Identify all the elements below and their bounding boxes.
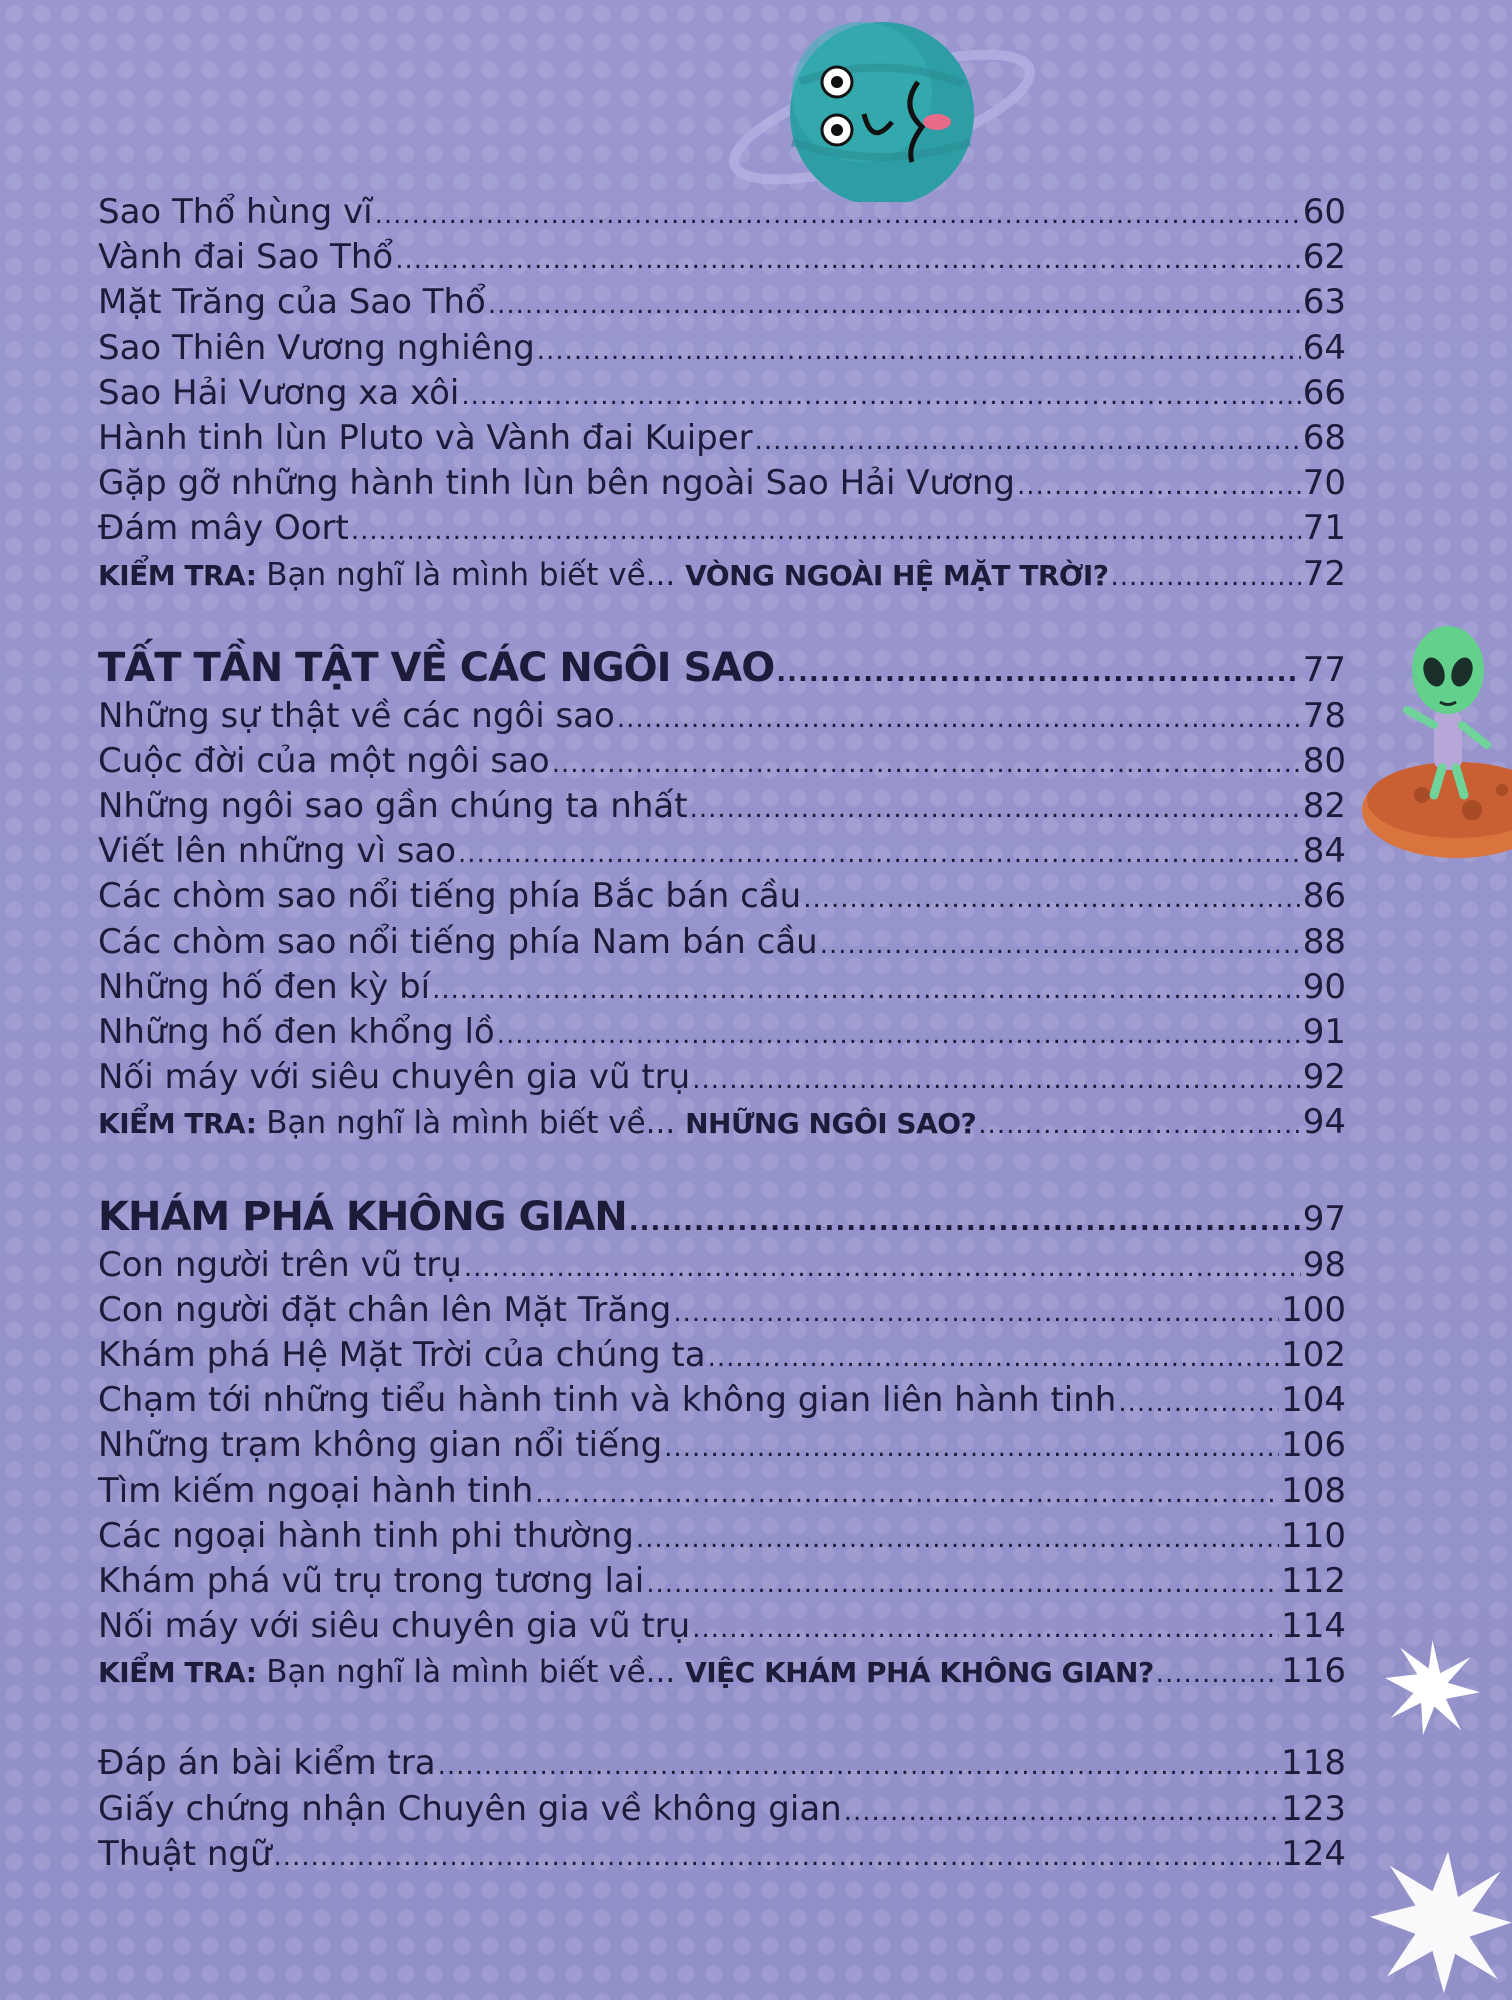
toc-entry[interactable] [98,1333,1346,1378]
section-heading[interactable] [98,642,1346,694]
entry-title: Nối máy với siêu chuyên gia vũ trụ [98,1606,691,1647]
toc-entry[interactable] [98,694,1346,739]
toc-entry[interactable] [98,1787,1346,1832]
entry-title: Nối máy với siêu chuyên gia vũ trụ [98,1057,691,1098]
page-number: 86 [1302,876,1346,917]
dot-leader [432,968,1301,1013]
page-number: 106 [1281,1425,1346,1466]
page-number: 116 [1281,1651,1346,1692]
dot-leader [636,1517,1279,1562]
toc-entry[interactable] [98,1378,1346,1423]
toc-section [98,1191,1346,1695]
page-number: 62 [1302,237,1346,278]
dot-leader [708,1336,1280,1381]
page-number: 82 [1302,786,1346,827]
toc-entry[interactable] [98,1514,1346,1559]
page-number: 66 [1302,372,1346,413]
entry-title: Sao Hải Vương xa xôi [98,372,460,413]
entry-title: Hành tinh lùn Pluto và Vành đai Kuiper [98,417,753,458]
toc-entry[interactable] [98,326,1346,371]
entry-title: Cuộc đời của một ngôi sao [98,740,550,781]
entry-title: Con người trên vũ trụ [98,1244,462,1285]
dot-leader [617,697,1301,742]
toc-entry[interactable] [98,461,1346,506]
entry-title: Những hố đen kỳ bí [98,966,431,1007]
dot-leader [776,647,1300,699]
toc-entry[interactable] [98,874,1346,919]
entry-title: Vành đai Sao Thổ [98,237,394,278]
dot-leader [803,877,1301,922]
dot-leader [552,742,1301,787]
dot-leader [274,1835,1280,1880]
dot-leader [351,509,1301,554]
dot-leader [844,1790,1279,1835]
entry-title: Các chòm sao nổi tiếng phía Bắc bán cầu [98,876,802,917]
entry-title: Sao Thổ hùng vĩ [98,192,373,232]
dot-leader [978,1103,1300,1148]
page-number: 108 [1281,1470,1346,1511]
toc-entry[interactable] [98,506,1346,551]
entry-title: Giấy chứng nhận Chuyên gia về không gian [98,1788,842,1829]
table-of-contents [98,190,1346,1877]
alien-illustration [1362,610,1512,860]
dot-leader [537,329,1301,374]
quiz-text: Bạn nghĩ là mình biết về... [256,556,686,593]
dot-leader [692,1607,1279,1652]
dot-leader [820,923,1301,968]
entry-title: Chạm tới những tiểu hành tinh và không gian liên hành tinh [98,1380,1117,1421]
entry-title: Khám phá Hệ Mặt Trời của chúng ta [98,1334,706,1375]
dot-leader [488,283,1301,328]
toc-entry[interactable] [98,1559,1346,1604]
toc-entry[interactable] [98,1741,1346,1786]
section-spacer [98,597,1346,642]
page-number: 124 [1281,1833,1346,1874]
toc-entry[interactable] [98,965,1346,1010]
dot-leader [692,1058,1301,1103]
dot-leader [629,1196,1301,1248]
entry-title: Thuật ngữ [98,1833,272,1874]
toc-entry[interactable] [98,1604,1346,1649]
toc-entry[interactable] [98,1243,1346,1288]
entry-title: Gặp gỡ những hành tinh lùn bên ngoài Sao Hải Vương [98,463,1015,504]
toc-entry[interactable] [98,920,1346,965]
page-number: 97 [1302,1198,1346,1239]
toc-entry[interactable] [98,784,1346,829]
entry-title: Những hố đen khổng lồ [98,1012,495,1052]
page-number: 110 [1281,1515,1346,1556]
dot-leader [673,1291,1279,1336]
toc-entry[interactable] [98,371,1346,416]
page-number: 68 [1302,417,1346,458]
toc-entry[interactable] [98,1423,1346,1468]
dot-leader [1156,1652,1279,1697]
page-number: 63 [1302,282,1346,323]
page-number: 60 [1302,192,1346,232]
toc-entry[interactable] [98,235,1346,280]
toc-entry[interactable] [98,1832,1346,1877]
quiz-text: Bạn nghĩ là mình biết về... [256,1654,686,1691]
page-number: 123 [1281,1788,1346,1829]
entry-title: Sao Thiên Vương nghiêng [98,327,535,368]
quiz-entry[interactable] [98,1649,1346,1694]
toc-section [98,190,1346,597]
entry-title: Các ngoại hành tinh phi thường [98,1515,634,1556]
toc-entry[interactable] [98,280,1346,325]
page-number: 80 [1302,740,1346,781]
quiz-text: Bạn nghĩ là mình biết về... [256,1105,686,1142]
quiz-label: KIỂM TRA: [98,1107,257,1141]
entry-title: Đáp án bài kiểm tra [98,1743,436,1784]
entry-title [98,1100,976,1146]
section-heading[interactable] [98,1191,1346,1243]
dot-leader [646,1562,1279,1607]
entry-title [98,552,1109,598]
sparkle-star-icon [1385,1640,1480,1735]
page-number: 64 [1302,327,1346,368]
dot-leader [690,787,1301,832]
quiz-topic: NHỮNG NGÔI SAO? [685,1107,977,1141]
entry-title: KHÁM PHÁ KHÔNG GIAN [98,1193,627,1240]
dot-leader [497,1013,1301,1058]
page-number: 104 [1281,1380,1346,1421]
dot-leader [395,238,1301,283]
page-number: 112 [1281,1560,1346,1601]
page-number: 90 [1302,966,1346,1007]
entry-title: Những sự thật về các ngôi sao [98,695,615,736]
quiz-topic: VÒNG NGOÀI HỆ MẶT TRỜI? [685,558,1109,592]
toc-entry[interactable] [98,1469,1346,1514]
toc-entry[interactable] [98,190,1346,235]
quiz-entry[interactable] [98,1100,1346,1145]
page-number: 88 [1302,921,1346,962]
entry-title: Các chòm sao nổi tiếng phía Nam bán cầu [98,921,818,962]
dot-leader [1111,555,1301,600]
quiz-label: KIỂM TRA: [98,1656,257,1690]
dot-leader [1017,464,1301,509]
page-number: 100 [1281,1289,1346,1330]
dot-leader [464,1246,1301,1291]
dot-leader [1118,1381,1279,1426]
planet-illustration [712,22,1052,202]
page-number: 71 [1302,508,1346,549]
quiz-entry[interactable] [98,552,1346,597]
entry-title: Viết lên những vì sao [98,831,457,872]
page-number: 102 [1281,1334,1346,1375]
dot-leader [375,193,1301,238]
page-number: 78 [1302,695,1346,736]
dot-leader [664,1426,1279,1471]
dot-leader [461,374,1300,419]
dot-leader [438,1744,1280,1789]
entry-title: Đám mây Oort [98,508,349,549]
entry-title: TẤT TẦN TẬT VỀ CÁC NGÔI SAO [98,644,775,691]
page-number: 118 [1281,1743,1346,1784]
toc-entry[interactable] [98,1288,1346,1333]
toc-section [98,1741,1346,1877]
page-number: 92 [1302,1057,1346,1098]
quiz-label: KIỂM TRA: [98,558,257,592]
toc-entry[interactable] [98,739,1346,784]
entry-title: Những ngôi sao gần chúng ta nhất [98,786,688,827]
page-number: 91 [1302,1012,1346,1052]
page-number: 98 [1302,1244,1346,1285]
page-number: 70 [1302,463,1346,504]
toc-entry[interactable] [98,416,1346,461]
toc-entry[interactable] [98,1010,1346,1055]
page-number: 84 [1302,831,1346,872]
dot-leader [458,832,1301,877]
entry-title: Tìm kiếm ngoại hành tinh [98,1470,534,1511]
entry-title: Con người đặt chân lên Mặt Trăng [98,1289,672,1330]
toc-entry[interactable] [98,829,1346,874]
page-number: 94 [1302,1102,1346,1143]
sparkle-star-large-icon [1370,1845,1512,2000]
section-spacer [98,1694,1346,1741]
page-number: 72 [1302,553,1346,594]
toc-section [98,642,1346,1146]
entry-title [98,1649,1154,1695]
page-number: 77 [1302,649,1346,690]
toc-entry[interactable] [98,1055,1346,1100]
entry-title: Mặt Trăng của Sao Thổ [98,282,486,323]
entry-title: Khám phá vũ trụ trong tương lai [98,1560,645,1601]
section-spacer [98,1146,1346,1191]
page-number: 114 [1281,1606,1346,1647]
quiz-topic: VIỆC KHÁM PHÁ KHÔNG GIAN? [685,1656,1154,1690]
dot-leader [755,419,1301,464]
entry-title: Những trạm không gian nổi tiếng [98,1425,663,1466]
dot-leader [535,1472,1279,1517]
